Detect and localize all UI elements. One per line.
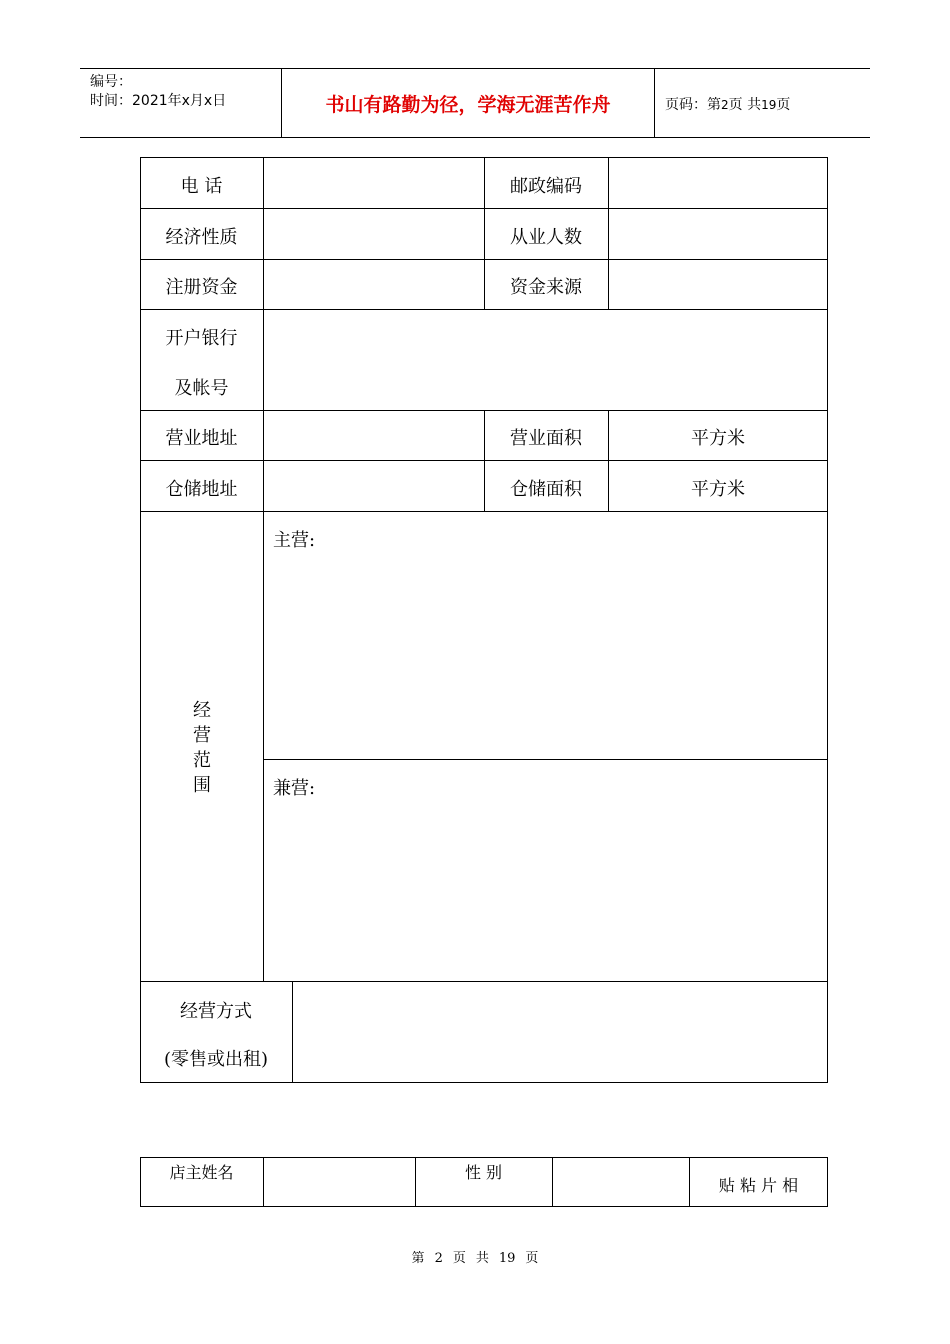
col-divider — [292, 981, 293, 1083]
scope-char: 经 — [193, 700, 211, 721]
footer-ye: 页 — [525, 1251, 539, 1266]
footer-gong: 共 — [475, 1251, 489, 1266]
header-page-info — [665, 94, 790, 114]
footer-page: 2 — [434, 1251, 443, 1266]
page-total: 19 — [761, 98, 777, 112]
page-label: 页码：第 — [665, 97, 721, 113]
row-divider — [140, 309, 828, 310]
postcode-label: 邮政编码 — [510, 176, 582, 197]
capital-source-label: 资金来源 — [510, 277, 582, 298]
owner-name-label: 店主姓名 — [169, 1163, 234, 1182]
operating-mode-label-line1: 经营方式 — [180, 1001, 252, 1022]
storage-area-unit: 平方米 — [691, 479, 745, 500]
bank-label-line2: 及帐号 — [174, 378, 229, 399]
row-divider — [140, 981, 828, 982]
page-footer — [0, 1247, 950, 1266]
col-divider — [263, 1157, 264, 1207]
registered-capital-label: 注册资金 — [165, 277, 238, 298]
side-business-label: 兼营: — [273, 778, 316, 799]
page-mid: 页 共 — [728, 97, 762, 113]
page-suffix: 页 — [776, 97, 791, 113]
scope-char: 范 — [193, 750, 211, 771]
header-divider — [654, 69, 655, 137]
scope-char: 营 — [193, 725, 211, 746]
header-meta — [90, 73, 226, 111]
page-header — [80, 68, 870, 138]
employees-label: 从业人数 — [510, 227, 582, 248]
operating-mode-label-line2: (零售或出租) — [163, 1049, 269, 1070]
scope-char: 围 — [193, 775, 211, 796]
page-current: 2 — [721, 98, 729, 112]
col-divider — [608, 157, 609, 309]
phone-label: 电 话 — [180, 176, 223, 197]
number-label: 编号： — [90, 74, 132, 90]
time-label: 时间：2021年x月x日 — [90, 93, 227, 109]
row-divider — [263, 759, 828, 760]
business-area-label: 营业面积 — [510, 428, 582, 449]
row-divider — [140, 511, 828, 512]
col-divider — [552, 1157, 553, 1207]
photo-label: 贴 粘 片 相 — [718, 1176, 799, 1195]
main-business-label: 主营: — [273, 530, 316, 551]
col-divider — [263, 157, 264, 981]
economic-nature-label: 经济性质 — [165, 227, 238, 248]
bank-label-line1: 开户银行 — [165, 328, 238, 349]
business-area-unit: 平方米 — [691, 428, 745, 449]
gender-label: 性 别 — [464, 1163, 503, 1182]
motto: 书山有路勤为径，学海无涯苦作舟 — [325, 93, 611, 116]
storage-area-label: 仓储面积 — [510, 479, 582, 500]
storage-address-label: 仓储地址 — [165, 479, 238, 500]
business-address-label: 营业地址 — [165, 428, 238, 449]
footer-total: 19 — [498, 1251, 516, 1266]
footer-ye: 页 — [452, 1251, 466, 1266]
footer-di: 第 — [411, 1251, 425, 1266]
business-scope-label — [192, 698, 212, 798]
